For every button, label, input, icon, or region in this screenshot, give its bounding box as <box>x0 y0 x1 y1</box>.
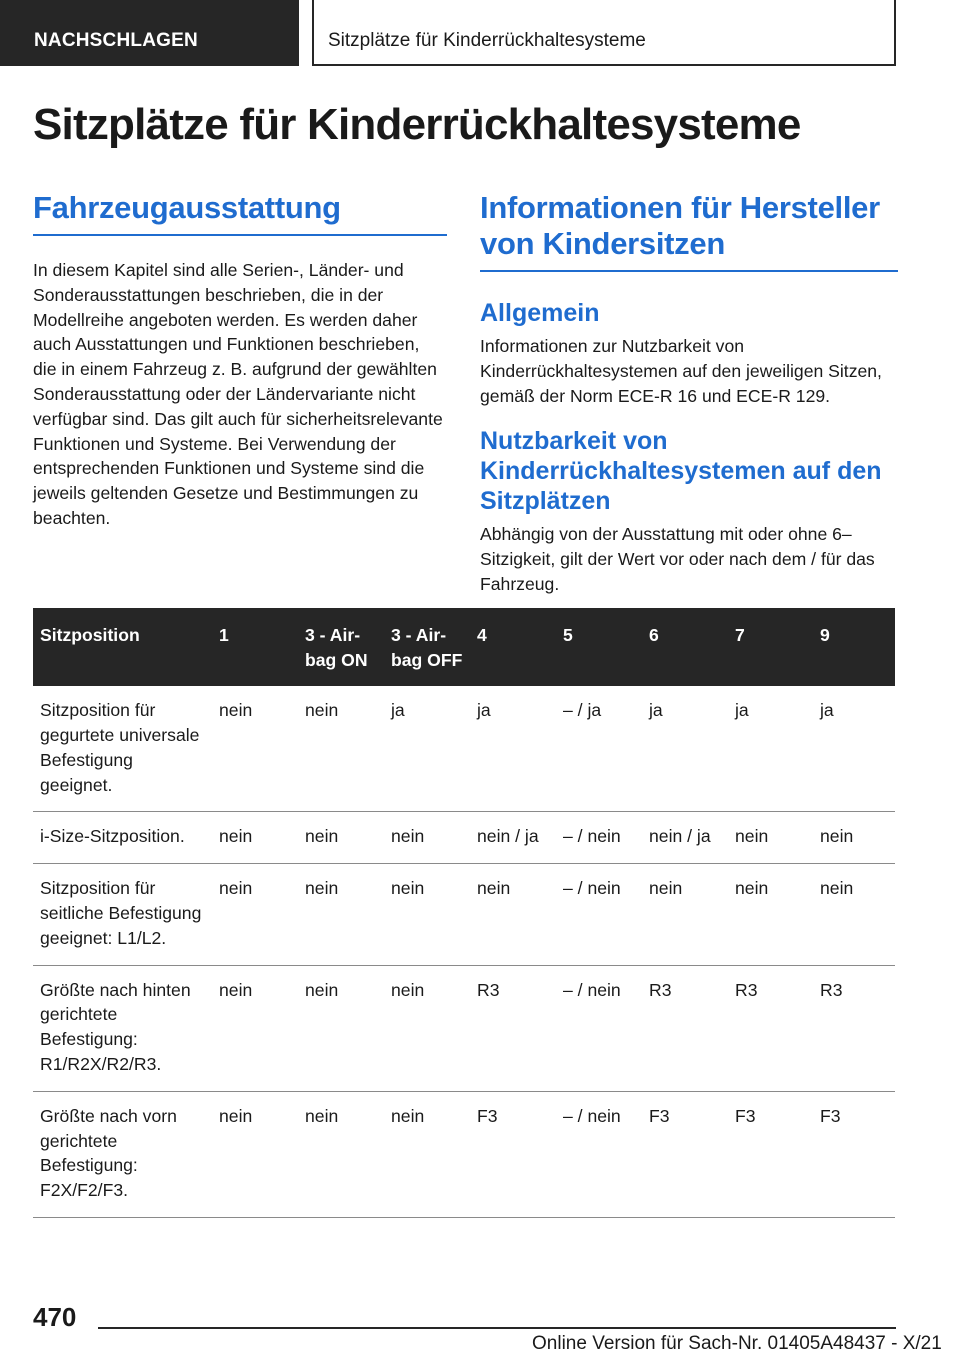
table-cell: R3 <box>470 965 556 1091</box>
header-seat-5: 5 <box>556 608 642 686</box>
table-cell: ja <box>470 686 556 812</box>
table-cell: nein <box>212 1091 298 1217</box>
table-cell: nein <box>212 965 298 1091</box>
table-row <box>33 1091 895 1217</box>
footer-rule <box>98 1327 896 1329</box>
table-cell: nein <box>212 864 298 965</box>
vehicle-equipment-heading: Fahrzeugausstattung <box>33 190 341 225</box>
table-cell: ja <box>813 686 895 812</box>
table-cell: nein <box>728 864 813 965</box>
table-row <box>33 864 895 965</box>
general-text: Informationen zur Nutzbarkeit von Kinderrückhaltesystemen auf den jeweiligen Sitzen, gemäß der Norm ECE-R 16 und ECE-R 129. <box>480 336 882 406</box>
table-cell: ja <box>384 686 470 812</box>
table-row <box>33 965 895 1091</box>
left-column <box>33 190 447 531</box>
header-seat-position: Sitzposition <box>33 608 212 686</box>
table-cell: nein <box>298 1091 384 1217</box>
table-row <box>33 686 895 812</box>
table-cell: nein <box>384 864 470 965</box>
seat-position-table <box>33 608 895 1218</box>
table-cell: – / nein <box>556 965 642 1091</box>
table-cell: – / nein <box>556 1091 642 1217</box>
row-label: Sitzposition für seitliche Befestigung geeignet: L1/L2. <box>33 864 212 965</box>
header-seat-9: 9 <box>813 608 895 686</box>
table-cell: nein <box>642 864 728 965</box>
table-cell: nein <box>384 812 470 864</box>
table-cell: nein <box>384 965 470 1091</box>
usability-text: Abhängig von der Ausstattung mit oder ohne 6–Sitzigkeit, gilt der Wert vor oder nach dem / für das Fahrzeug. <box>480 524 875 594</box>
row-label: i-Size-Sitzposition. <box>33 812 212 864</box>
row-label: Größte nach vorn gerichtete Befestigung: F2X/F2/F3. <box>33 1091 212 1217</box>
page-number: 470 <box>33 1302 77 1332</box>
heading-rule <box>33 234 447 236</box>
table-cell: – / ja <box>556 686 642 812</box>
table-row <box>33 812 895 864</box>
table-cell: – / nein <box>556 812 642 864</box>
table-cell: R3 <box>813 965 895 1091</box>
table-cell: F3 <box>642 1091 728 1217</box>
heading-rule <box>480 270 898 272</box>
table-cell: nein <box>470 864 556 965</box>
vehicle-equipment-text: In diesem Kapitel sind alle Serien-, Länder- und Sonderausstattungen beschrieben, die in der Modellreihe angeboten werden. Es werden daher auch Ausstattungen und Funktionen beschrieben, die in einem Fahrzeug z. B. aufgrund der gewählten Sonderausstattung oder der Ländervariante nicht verfügbar sind. Das gilt auch für sicherheitsrelevante Funktionen und Systeme. Bei Verwendung der entsprechenden Funktionen und Systeme sind die jeweils geltenden Gesetze und Bestimmungen zu beachten. <box>33 260 443 528</box>
table-cell: nein <box>298 864 384 965</box>
usability-subheading: Nutzbarkeit von Kinderrückhaltesystemen auf den Sitzplätzen <box>480 427 882 516</box>
right-column <box>480 190 898 597</box>
row-label: Sitzposition für gegurtete universale Befestigung geeignet. <box>33 686 212 812</box>
table-cell: F3 <box>813 1091 895 1217</box>
header-seat-6: 6 <box>642 608 728 686</box>
row-label: Größte nach hinten gerichtete Befestigung: R1/R2X/R2/R3. <box>33 965 212 1091</box>
table-cell: nein <box>298 965 384 1091</box>
chapter-tab: Sitzplätze für Kinderrückhaltesysteme <box>312 0 896 66</box>
header-seat-3-airbag-on: 3 - Air-bag ON <box>298 608 384 686</box>
table-cell: nein <box>813 812 895 864</box>
header-seat-3-airbag-off: 3 - Air-bag OFF <box>384 608 470 686</box>
table-cell: nein <box>212 812 298 864</box>
table-cell: nein / ja <box>642 812 728 864</box>
table-cell: nein <box>212 686 298 812</box>
table-cell: nein <box>384 1091 470 1217</box>
general-subheading: Allgemein <box>480 299 600 327</box>
table-cell: – / nein <box>556 864 642 965</box>
section-tab: NACHSCHLAGEN <box>0 0 299 66</box>
footer-version: Online Version für Sach-Nr. 01405A48437 - X/21 <box>532 1333 942 1354</box>
table-cell: R3 <box>642 965 728 1091</box>
table-cell: ja <box>728 686 813 812</box>
table-cell: F3 <box>470 1091 556 1217</box>
page-title: Sitzplätze für Kinderrückhaltesysteme <box>33 100 801 149</box>
table-cell: nein <box>813 864 895 965</box>
table-cell: nein <box>298 812 384 864</box>
table-cell: ja <box>642 686 728 812</box>
table-cell: nein <box>728 812 813 864</box>
header-seat-4: 4 <box>470 608 556 686</box>
table-cell: nein <box>298 686 384 812</box>
table-cell: nein / ja <box>470 812 556 864</box>
table-cell: R3 <box>728 965 813 1091</box>
manufacturer-info-heading: Informationen für Hersteller von Kindersitzen <box>480 190 880 261</box>
header-seat-1: 1 <box>212 608 298 686</box>
table-cell: F3 <box>728 1091 813 1217</box>
header-seat-7: 7 <box>728 608 813 686</box>
table-header-row <box>33 608 895 686</box>
